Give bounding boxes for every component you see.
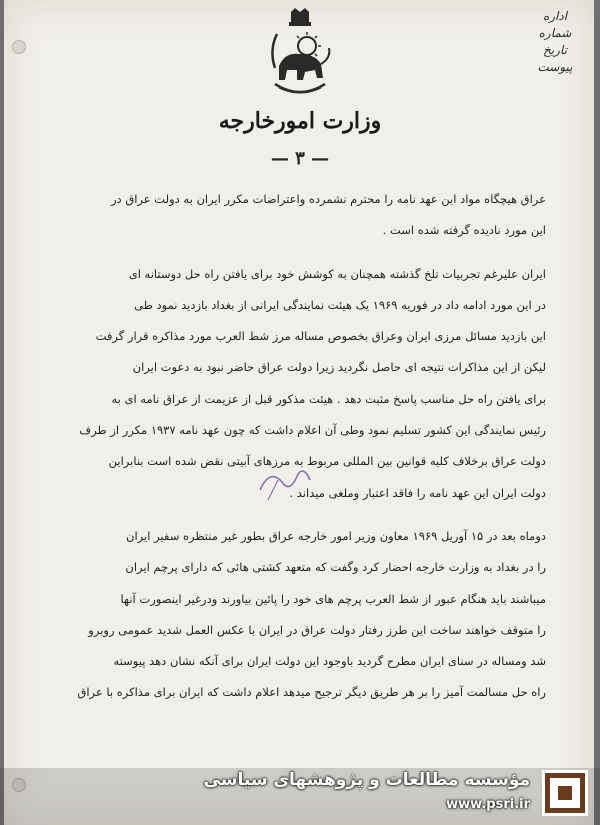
- institute-logo-icon: [542, 770, 588, 816]
- document-meta-labels: [530, 8, 580, 76]
- watermark-institute-name: مؤسسه مطالعات و پژوهشهای سیاسی: [203, 770, 530, 790]
- lion-and-sun-emblem-icon: [265, 8, 335, 100]
- body-line: دولت ایران این عهد نامه را فاقد اعتبار وملغی میداند .: [289, 485, 546, 500]
- body-line: شد ومساله در سنای ایران مطرح گردید باوجود این دولت ایران برای آنکه نشان دهد پیوسته: [113, 654, 546, 669]
- meta-office-label: اداره: [542, 9, 568, 23]
- body-line: این مورد نادیده گرفته شده است .: [382, 223, 546, 238]
- page-number: — ۳ —: [270, 148, 330, 169]
- body-line: را متوقف خواهند ساخت این طرز رفتار دولت عراق در ایران با عکس العمل شدید عمومی روبرو: [88, 622, 546, 637]
- body-line: لیکن از این مذاکرات نتیجه ای حاصل نگردید زیرا دولت عراق حاضر نبود به دعوت ایران: [132, 360, 546, 375]
- body-line: راه حل مسالمت آمیز را بر هر طریق دیگر ترجیح میدهد اعلام داشت که ایران برای مذاکره با عراق: [77, 685, 546, 700]
- watermark-url: www.psri.ir: [446, 797, 530, 812]
- document-body: [26, 184, 546, 709]
- body-line: دوماه بعد در ۱۵ آوریل ۱۹۶۹ معاون وزیر امور خارجه عراق بطور غیر منتظره سفیر ایران: [126, 528, 546, 543]
- body-line: رئیس نمایندگی این کشور تسلیم نمود وطی آن اعلام داشت که چون عهد نامه ۱۹۳۷ مکرر از طرف: [79, 423, 546, 438]
- body-line: این بازدید مسائل مرزی ایران وعراق بخصوص مساله مرز شط العرب مورد مذاکره قرار گرفت: [95, 329, 546, 344]
- meta-date-label: تاریخ: [543, 43, 567, 57]
- body-line: میباشند باید هنگام عبور از شط العرب پرچم های خود را پائین بیاورند ودرغیر اینصورت آنها: [120, 591, 546, 606]
- ministry-heading: وزارت امورخارجه: [218, 108, 382, 134]
- body-line: عراق هیچگاه مواد این عهد نامه را محترم نشمرده واعتراضات مکرر ایران به دولت عراق در: [110, 192, 546, 206]
- body-line: برای یافتن راه حل مناسب پاسخ مثبت دهد . هیئت مذکور قبل از عزیمت از عراق نامه ای به: [111, 391, 546, 406]
- body-line: دولت عراق برخلاف کلیه قوانین بین المللی مربوط به مرزهای آبیتی نقض شده است بنابراین: [108, 454, 546, 469]
- punch-hole: [12, 40, 26, 54]
- body-line: را در بغداد به وزارت خارجه احضار کرد وگفت که متعهد کشتی هائی که دارای پرچم ایران: [125, 560, 546, 575]
- meta-attachment-label: پیوست: [537, 60, 573, 74]
- body-line: در این مورد ادامه داد در فوریه ۱۹۶۹ یک هیئت نمایندگی ایرانی از بغداد بازدید نمود طی: [134, 297, 546, 312]
- meta-number-label: شماره: [538, 26, 572, 40]
- pen-mark-icon: [250, 460, 320, 510]
- body-line: ایران علیرغم تجربیات تلخ گذشته همچنان به کوشش خود برای یافتن راه حل دوستانه ای: [128, 266, 546, 281]
